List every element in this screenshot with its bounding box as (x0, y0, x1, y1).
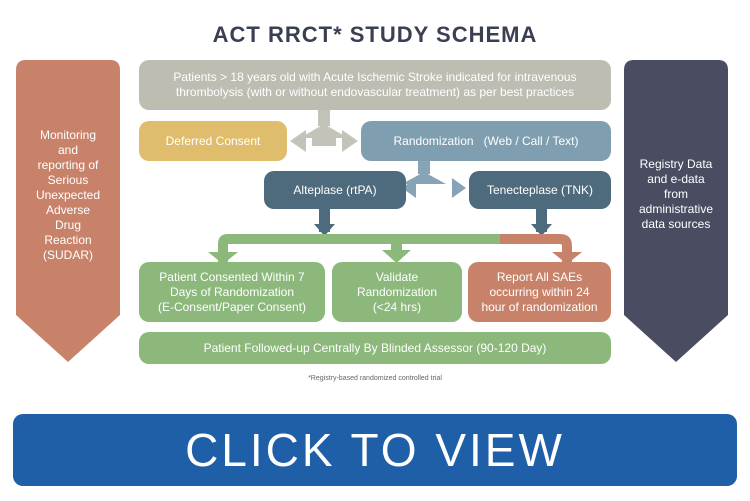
split-arrow-middle (402, 160, 466, 198)
eligibility-box: Patients > 18 years old with Acute Ischemic Stroke indicated for intravenous thrombolysis (with or without endovascular treatment) as per best practices (139, 60, 611, 110)
footnote: *Registry-based randomized controlled trial (308, 375, 442, 382)
click-to-view-button[interactable] (13, 414, 737, 486)
sudar-text: Monitoring and reporting of Serious Unexpected Adverse Drug Reaction (SUDAR) (35, 128, 101, 262)
diagram-title: ACT RRCT* STUDY SCHEMA (212, 22, 538, 47)
alteplase-box: Alteplase (rtPA) (264, 171, 406, 209)
distribution-bar (218, 234, 500, 262)
report-saes-box: Report All SAEs occurring within 24 hour of randomization (468, 262, 611, 322)
split-arrow-top (290, 110, 358, 152)
click-to-view-label: CLICK TO VIEW (185, 424, 565, 476)
registry-data-text: Registry Data and e-data from administrative data sources (638, 157, 714, 231)
deferred-consent-box: Deferred Consent (139, 121, 287, 161)
randomization-box: Randomization (Web / Call / Text) (361, 121, 611, 161)
tenecteplase-box: Tenecteplase (TNK) (469, 171, 611, 209)
consented-box: Patient Consented Within 7 Days of Randomization (E-Consent/Paper Consent) (139, 262, 325, 322)
followup-box: Patient Followed-up Centrally By Blinded Assessor (90-120 Day) (139, 332, 611, 364)
validate-box: Validate Randomization (<24 hrs) (332, 262, 462, 322)
